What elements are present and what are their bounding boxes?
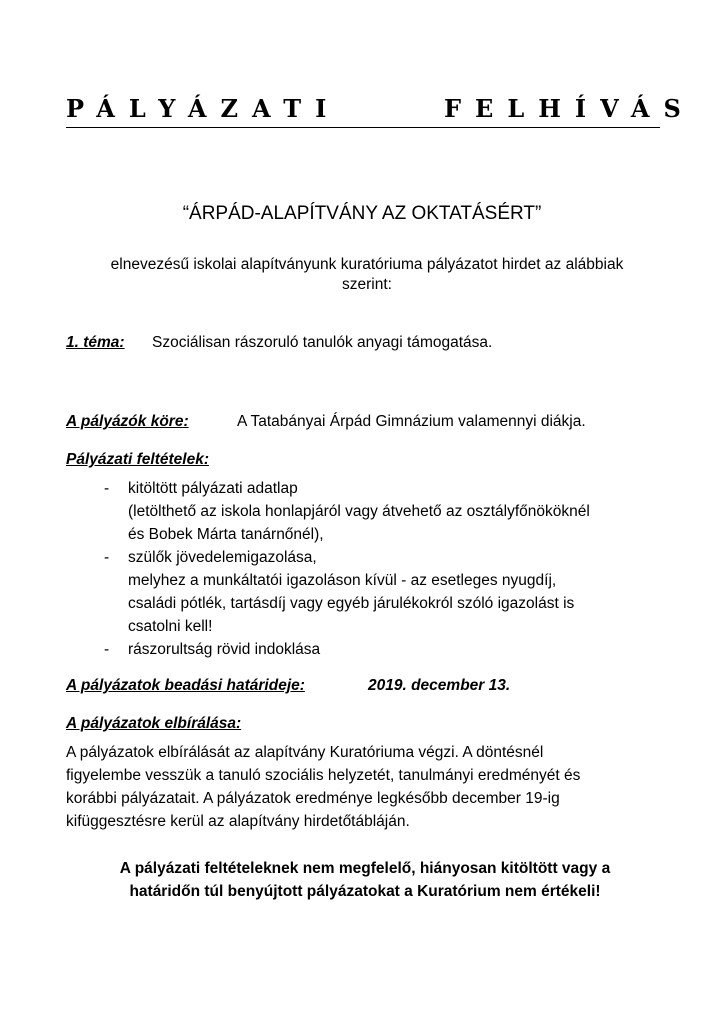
topic-label: 1. téma:: [66, 334, 125, 351]
foundation-name: [0, 203, 724, 225]
condition-line: rászorultság rövid indoklása: [128, 641, 321, 658]
condition-line: (letölthető az iskola honlapjáról vagy átvehető az osztályfőnököknél: [128, 503, 590, 520]
closing-line-2: határidőn túl benyújtott pályázatokat a Kuratórium nem értékeli!: [129, 883, 601, 900]
page-title: [66, 94, 695, 123]
evaluation-label: A pályázatok elbírálása:: [66, 715, 242, 732]
evaluation-line: A pályázatok elbírálását az alapítvány Kuratóriuma végzi. A döntésnél: [66, 744, 544, 761]
title-word-felhivas: FELHÍVÁS: [444, 94, 695, 123]
applicants-text: A Tatabányai Árpád Gimnázium valamennyi diákja.: [237, 413, 586, 430]
intro-line-1: elnevezésű iskolai alapítványunk kuratóriuma pályázatot hirdet az alábbiak: [110, 256, 624, 273]
evaluation-line: figyelembe vesszük a tanuló szociális helyzetét, tanulmányi eredményét és: [66, 767, 581, 784]
condition-line: csatolni kell!: [128, 618, 213, 635]
applicants-label: A pályázók köre:: [66, 413, 189, 430]
title-word-palyazati: PÁLYÁZATI: [66, 94, 341, 123]
closing-line-1: A pályázati feltételeknek nem megfelelő, hiányosan kitöltött vagy a: [119, 860, 611, 877]
evaluation-text: [66, 741, 660, 833]
conditions-label: Pályázati feltételek:: [66, 451, 210, 468]
list-dash: -: [104, 549, 110, 566]
intro-line-2: szerint:: [342, 276, 392, 293]
condition-item: [104, 546, 664, 638]
condition-line: kitöltött pályázati adatlap: [128, 480, 298, 497]
deadline-label: A pályázatok beadási határideje:: [66, 677, 305, 694]
evaluation-line: korábbi pályázatait. A pályázatok eredménye legkésőbb december 19-ig: [66, 790, 560, 807]
title-divider: [66, 127, 660, 128]
list-dash: -: [104, 641, 110, 658]
evaluation-line: kifüggesztésre kerül az alapítvány hirdetőtábláján.: [66, 813, 410, 830]
open-quote: “: [182, 203, 190, 224]
conditions-list: [104, 477, 664, 661]
foundation-name-text: ÁRPÁD-ALAPÍTVÁNY AZ OKTATÁSÉRT: [189, 203, 535, 224]
close-quote: ”: [534, 203, 542, 224]
condition-line: és Bobek Márta tanárnőnél),: [128, 526, 324, 543]
condition-line: szülők jövedelemigazolása,: [128, 549, 317, 566]
list-dash: -: [104, 480, 110, 497]
condition-item: [104, 477, 664, 546]
condition-item: [104, 638, 664, 661]
deadline-date: 2019. december 13.: [368, 677, 511, 694]
condition-line: melyhez a munkáltatói igazoláson kívül - az esetleges nyugdíj,: [128, 572, 557, 589]
condition-line: családi pótlék, tartásdíj vagy egyéb járulékokról szóló igazolást is: [128, 595, 575, 612]
intro-text: [80, 255, 654, 295]
closing-notice: [70, 857, 660, 903]
topic-text: Szociálisan rászoruló tanulók anyagi támogatása.: [152, 334, 493, 351]
